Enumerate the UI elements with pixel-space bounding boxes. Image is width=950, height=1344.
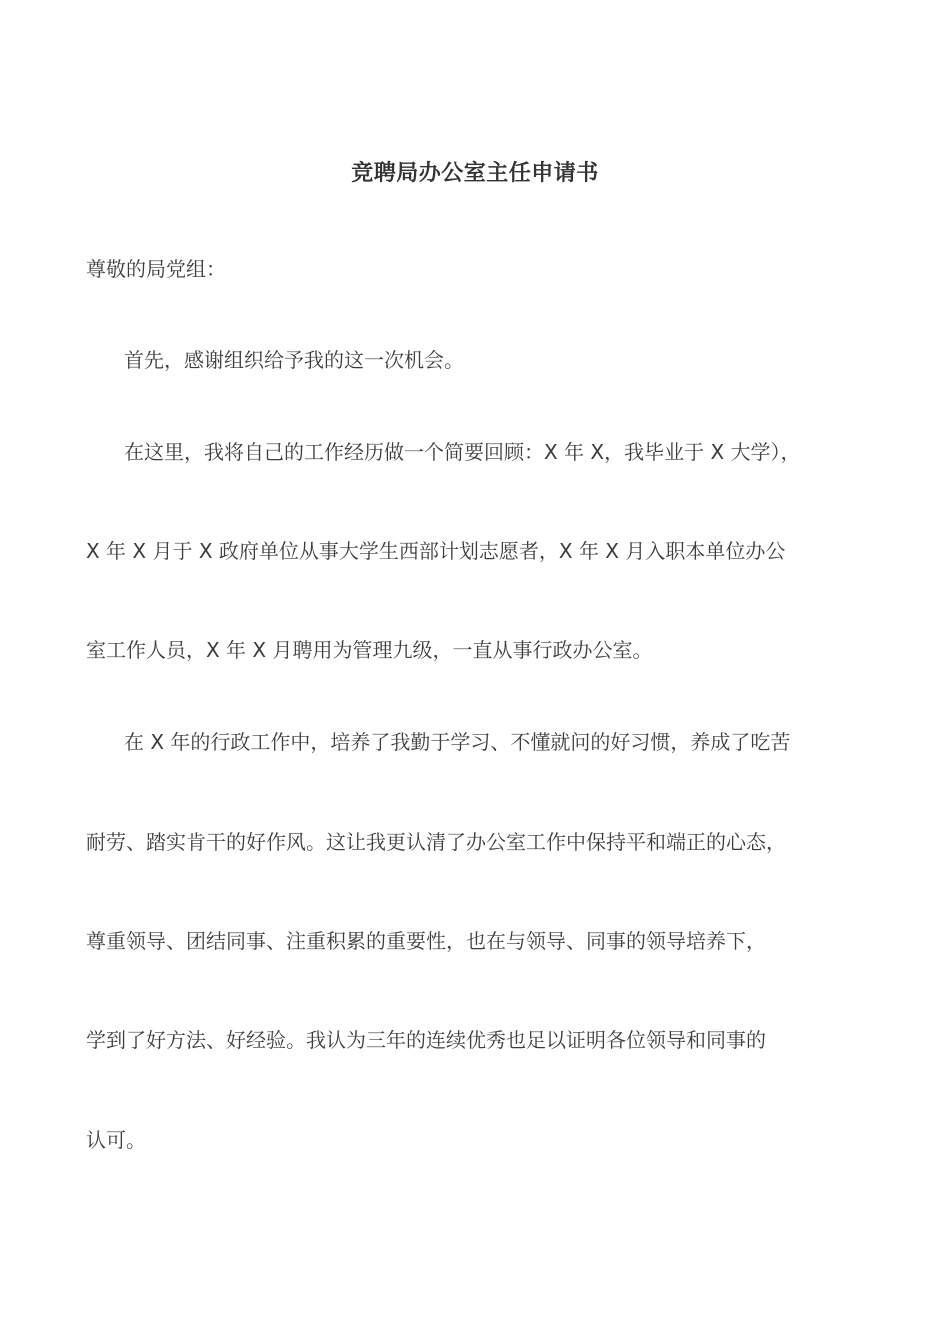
salutation: 尊敬的局党组：: [86, 257, 226, 281]
paragraph-line: 尊重领导、团结同事、注重积累的重要性，也在与领导、同事的领导培养下，: [86, 929, 766, 953]
paragraph-line: 在这里，我将自己的工作经历做一个简要回顾：X 年 X，我毕业于 X 大学），: [124, 440, 801, 464]
paragraph-line: 认可。: [86, 1128, 146, 1152]
paragraph-line: X 年 X 月于 X 政府单位从事大学生西部计划志愿者，X 年 X 月入职本单位办公: [86, 539, 786, 563]
paragraph-line: 在 X 年的行政工作中，培养了我勤于学习、不懂就问的好习惯，养成了吃苦: [124, 730, 791, 754]
paragraph-line: 耐劳、踏实肯干的好作风。这让我更认清了办公室工作中保持平和端正的心态，: [86, 830, 786, 854]
paragraph-line: 学到了好方法、好经验。我认为三年的连续优秀也足以证明各位领导和同事的: [86, 1028, 766, 1052]
document-title: 竞聘局办公室主任申请书: [351, 161, 599, 186]
paragraph-line: 首先，感谢组织给予我的这一次机会。: [124, 348, 464, 372]
paragraph-line: 室工作人员，X 年 X 月聘用为管理九级，一直从事行政办公室。: [86, 638, 653, 662]
